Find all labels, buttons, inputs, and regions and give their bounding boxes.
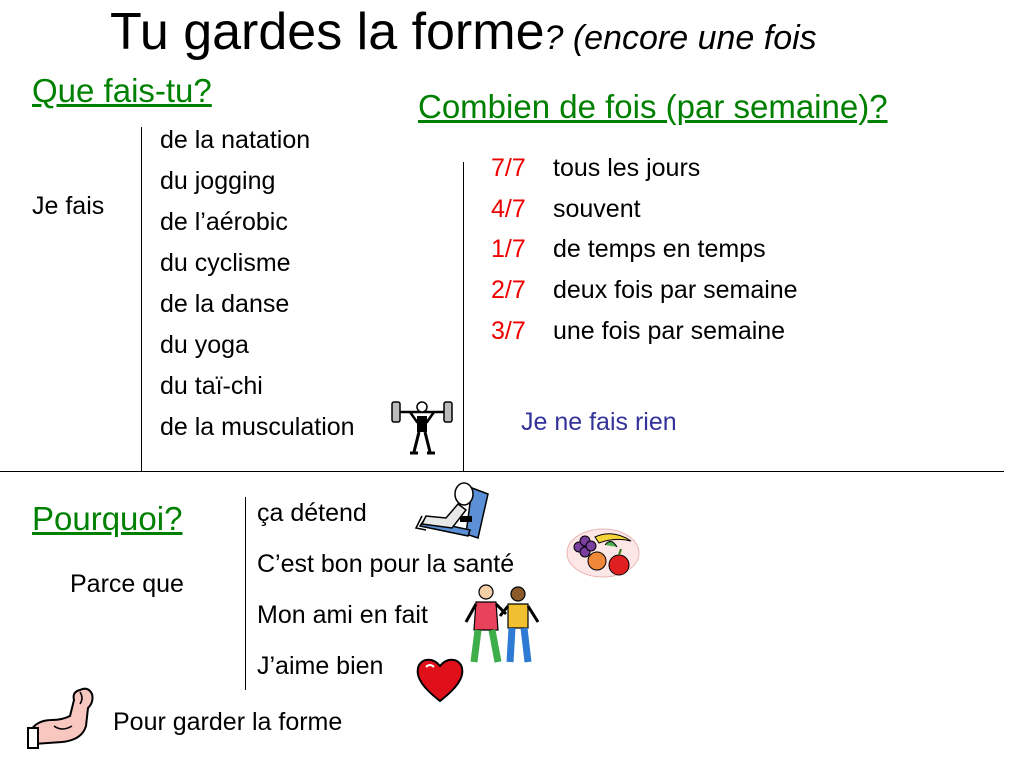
frequency-heading: Combien de fois (par semaine)? (418, 88, 888, 125)
reasons-intro: Parce que (70, 570, 184, 598)
page-title (110, 2, 817, 62)
reason-item: Mon ami en fait (257, 601, 428, 629)
reasons-divider (245, 497, 246, 690)
list-item (491, 154, 798, 195)
frequency-fraction: 3/7 (491, 316, 526, 345)
reason-item: ça détend (257, 499, 367, 527)
friends-exercising-icon (462, 582, 542, 668)
section-divider (0, 471, 1004, 472)
fruit-bowl-icon (565, 525, 641, 581)
list-item (491, 276, 798, 317)
frequency-label: de temps en temps (553, 235, 766, 264)
list-item (491, 235, 798, 276)
reason-item: J’aime bien (257, 652, 384, 680)
frequency-label: deux fois par semaine (553, 276, 798, 305)
reason-item: C’est bon pour la santé (257, 550, 515, 578)
title-sub: ? (encore une fois (544, 19, 817, 57)
frequency-fraction: 2/7 (491, 276, 526, 305)
reasons-heading: Pourquoi? (32, 500, 183, 537)
flexed-arm-icon (26, 682, 98, 748)
activities-list (160, 120, 355, 448)
frequency-divider (463, 162, 464, 472)
activities-divider (141, 127, 142, 472)
title-main: Tu gardes la forme (110, 3, 545, 61)
frequency-none: Je ne fais rien (521, 408, 677, 436)
list-item: du taï-chi (160, 372, 263, 400)
frequency-list (491, 154, 798, 357)
frequency-fraction: 4/7 (491, 194, 526, 223)
weightlifter-icon (390, 398, 454, 458)
relaxing-person-icon (412, 478, 492, 544)
heart-icon (414, 655, 466, 705)
frequency-label: tous les jours (553, 154, 701, 182)
list-item: de la musculation (160, 413, 355, 441)
list-item (491, 317, 798, 358)
activities-intro: Je fais (32, 192, 105, 220)
list-item: de la natation (160, 126, 311, 154)
list-item: du yoga (160, 331, 249, 359)
list-item: de l’aérobic (160, 208, 288, 236)
frequency-fraction: 1/7 (491, 235, 526, 264)
reasons-footer: Pour garder la forme (113, 708, 343, 736)
frequency-label: une fois par semaine (553, 316, 786, 345)
list-item (491, 195, 798, 236)
frequency-label: souvent (553, 194, 641, 223)
frequency-fraction: 7/7 (491, 154, 526, 182)
list-item: du cyclisme (160, 249, 291, 277)
list-item: du jogging (160, 167, 276, 195)
activities-heading: Que fais-tu? (32, 72, 212, 109)
list-item: de la danse (160, 290, 290, 318)
